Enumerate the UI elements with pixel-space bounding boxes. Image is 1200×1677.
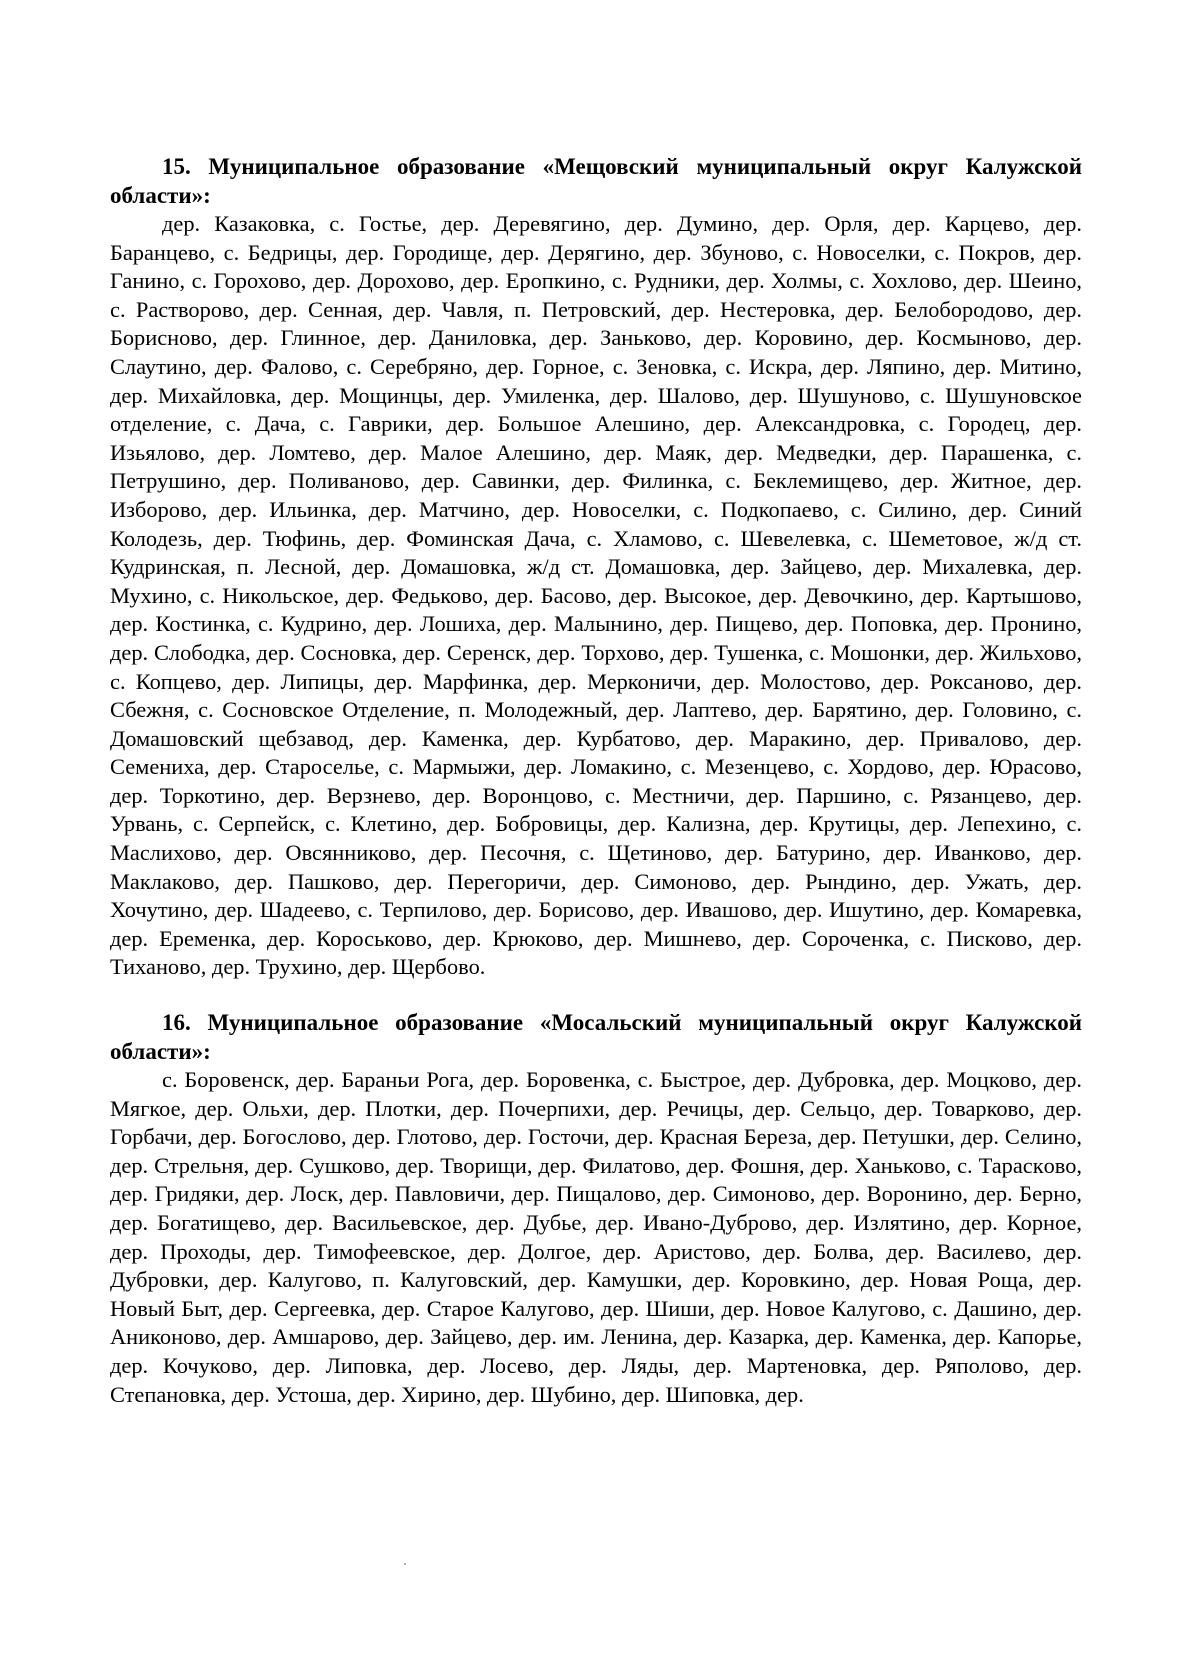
section-heading: 15. Муниципальное образование «Мещовский муниципальный округ Калужской области»: — [110, 154, 1082, 208]
document-content — [110, 152, 1082, 1409]
section-heading: 16. Муниципальное образование «Мосальский муниципальный округ Калужской области»: — [110, 1010, 1082, 1065]
section-16 — [110, 1008, 1082, 1409]
section-body: с. Боровенск, дер. Бараньи Рога, дер. Боровенка, с. Быстрое, дер. Дубровка, дер. Моцково, дер. Мягкое, дер. Ольхи, дер. Плотки, дер. Почерпихи, дер. Речицы, дер. Сельцо, дер. Товарково, дер. Горбачи, дер. Богослово, дер. Глотово, дер. Госточи, дер. Красная Береза, дер. Петушки, дер. Селино, дер. Стрельня, дер. Сушково, дер. Творищи, дер. Филатово, дер. Фошня, дер. Ханьково, с. Тараскoво, дер. Гридяки, дер. Лоск, дер. Павловичи, дер. Пищалово, дер. Симоново, дер. Воронино, дер. Берно, дер. Богатищево, дер. Васильевское, дер. Дубье, дер. Ивано-Дуброво, дер. Излятино, дер. Корное, дер. Проходы, дер. Тимофеевское, дер. Долгое, дер. Аристово, дер. Болва, дер. Василево, дер. Дубровки, дер. Калугово, п. Калуговский, дер. Камушки, дер. Коровкино, дер. Новая Роща, дер. Новый Быт, дер. Сергеевка, дер. Старое Калугово, дер. Шиши, дер. Новое Калугово, с. Дашино, дер. Аниконово, дер. Амшарово, дер. Зайцево, дер. им. Ленина, дер. Казарка, дер. Каменка, дер. Капорье, дер. Кочуково, дер. Липовка, дер. Лосево, дер. Ляды, дер. Мартеновка, дер. Ряполово, дер. Степановка, дер. Устоша, дер. Хирино, дер. Шубино, дер. Шиповка, дер. — [110, 1067, 1082, 1407]
section-body: дер. Казаковка, с. Гостье, дер. Деревягино, дер. Думино, дер. Орля, дер. Карцево, дер. Баранцево, с. Бедрицы, дер. Городище, дер. Дерягино, дер. Збуново, с. Новоселки, с. Покров, дер. Ганино, с. Горохово, дер. Дорохово, дер. Еропкино, с. Рудники, дер. Холмы, с. Хохлово, дер. Шеино, с. Растворово, дер. Сенная, дер. Чавля, п. Петровский, дер. Нестеровка, дер. Белобородово, дер. Борисново, дер. Глинное, дер. Даниловка, дер. Заньково, дер. Коровино, дер. Космыново, дер. Слаутино, дер. Фалово, с. Серебряно, дер. Горное, с. Зеновка, с. Искра, дер. Ляпино, дер. Митино, дер. Михайловка, дер. Мощинцы, дер. Умиленка, дер. Шалово, дер. Шушуново, с. Шушуновское отделение, с. Дача, с. Гаврики, дер. Большое Алешино, дер. Александровка, с. Городец, дер. Изьялово, дер. Ломтево, дер. Малое Алешино, дер. Маяк, дер. Медведки, дер. Парашенка, с. Петрушино, дер. Поливаново, дер. Савинки, дер. Филинка, с. Беклемищево, дер. Житное, дер. Изборово, дер. Ильинка, дер. Матчино, дер. Новоселки, с. Подкопаево, с. Силино, дер. Синий Колодезь, дер. Тюфинь, дер. Фоминская Дача, с. Хламово, с. Шевелевка, с. Шеметовое, ж/д ст. Кудринская, п. Лесной, дер. Домашовка, ж/д ст. Домашовка, дер. Зайцево, дер. Михалевка, дер. Мухино, с. Никольское, дер. Федьково, дер. Басово, дер. Высокое, дер. Девочкино, дер. Картышово, дер. Костинка, с. Кудрино, дер. Лошиха, дер. Малынино, дер. Пищево, дер. Поповка, дер. Пронино, дер. Слободка, дер. Сосновка, дер. Серенск, дер. Торхово, дер. Тушенка, с. Мошонки, дер. Жильхово, с. Копцево, дер. Липицы, дер. Марфинка, дер. Мерконичи, дер. Молостово, дер. Роксаново, дер. Сбежня, с. Сосновское Отделение, п. Молодежный, дер. Лаптево, дер. Барятино, дер. Головино, с. Домашовский щебзавод, дер. Каменка, дер. Курбатово, дер. Маракино, дер. Привалово, дер. Семениха, дер. Староселье, с. Мармыжи, дер. Ломакино, с. Мезенцево, с. Хордово, дер. Юрасово, дер. Торкотино, дер. Верзнево, дер. Воронцово, с. Местничи, дер. Паршино, с. Рязанцево, дер. Урвань, с. Серпейск, с. Клетино, дер. Бобровицы, дер. Кализна, дер. Крутицы, дер. Лепехино, с. Маслихово, дер. Овсянниково, дер. Песочня, с. Щетиново, дер. Батурино, дер. Иванково, дер. Маклаково, дер. Пашково, дер. Перегоричи, дер. Симоново, дер. Рындино, дер. Ужать, дер. Хочутино, дер. Шадеево, с. Терпилово, дер. Борисово, дер. Ивашово, дер. Ишутино, дер. Комаревка, дер. Еременка, дер. Короськово, дер. Крюково, дер. Мишнево, дер. Сороченка, с. Писково, дер. Тиханово, дер. Трухино, дер. Щербово. — [110, 211, 1082, 980]
scan-speck — [404, 1563, 406, 1565]
section-15 — [110, 152, 1082, 982]
